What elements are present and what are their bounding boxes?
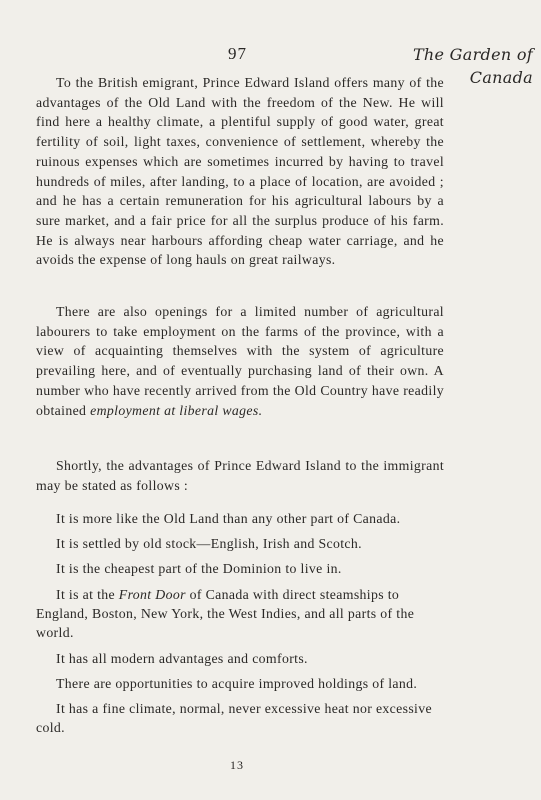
paragraph-text-span: There are also openings for a limited number of agricultural labourers to take employment on the farms of the province, with a view of acquainting themselves with the system of agriculture prevailing here, and of eventually purchasing land of their own. A number who have recently arrived from the Old Country have readily obtained <box>36 304 444 418</box>
page-number: 97 <box>228 44 247 63</box>
advantage-item: It has all modern advantages and comforts. <box>56 650 308 666</box>
advantage-item: It is settled by old stock—English, Irish and Scotch. <box>56 536 362 552</box>
paragraph-text <box>36 302 444 420</box>
running-head-line: Canada <box>469 68 533 87</box>
advantage-item: It is the cheapest part of the Dominion to live in. <box>56 561 342 577</box>
body-paragraph <box>36 302 444 420</box>
running-head-line: The Garden of <box>412 45 533 64</box>
advantage-item <box>36 585 448 643</box>
emphasized-text: employment at liberal wages. <box>90 402 263 418</box>
body-paragraph <box>36 73 444 270</box>
emphasized-text: Front Door <box>118 586 186 602</box>
advantage-item: It is more like the Old Land than any other part of Canada. <box>56 511 401 526</box>
body-paragraph <box>36 456 444 495</box>
signature-mark: 13 <box>230 758 244 772</box>
advantage-text: It is at the <box>56 586 119 602</box>
advantage-text: of Canada with direct steamships to England, Boston, New York, the West Indies, and all parts of the world. <box>36 586 415 641</box>
advantage-item: It has a fine climate, normal, never excessive heat nor excessive cold. <box>36 701 432 736</box>
advantage-item: There are opportunities to acquire improved holdings of land. <box>56 675 418 691</box>
paragraph-text: To the British emigrant, Prince Edward Island offers many of the advantages of the Old Land with the freedom of the New. He will find here a healthy climate, a plentiful supply of good water, great fertility of soil, light taxes, convenience of settlement, whereby the ruinous expenses which are sometimes incurred by having to travel hundreds of miles, after landing, to a place of location, are avoided ; and he has a certain remuneration for his agricultural labours by a sure market, and a fair price for all the surplus produce of his farm. He is always near harbours affording cheap water carriage, and he avoids the expense of long hauls on great railways. <box>36 75 444 268</box>
paragraph-text: Shortly, the advantages of Prince Edward Island to the immigrant may be stated as follows : <box>36 458 444 493</box>
advantages-list <box>36 509 448 744</box>
